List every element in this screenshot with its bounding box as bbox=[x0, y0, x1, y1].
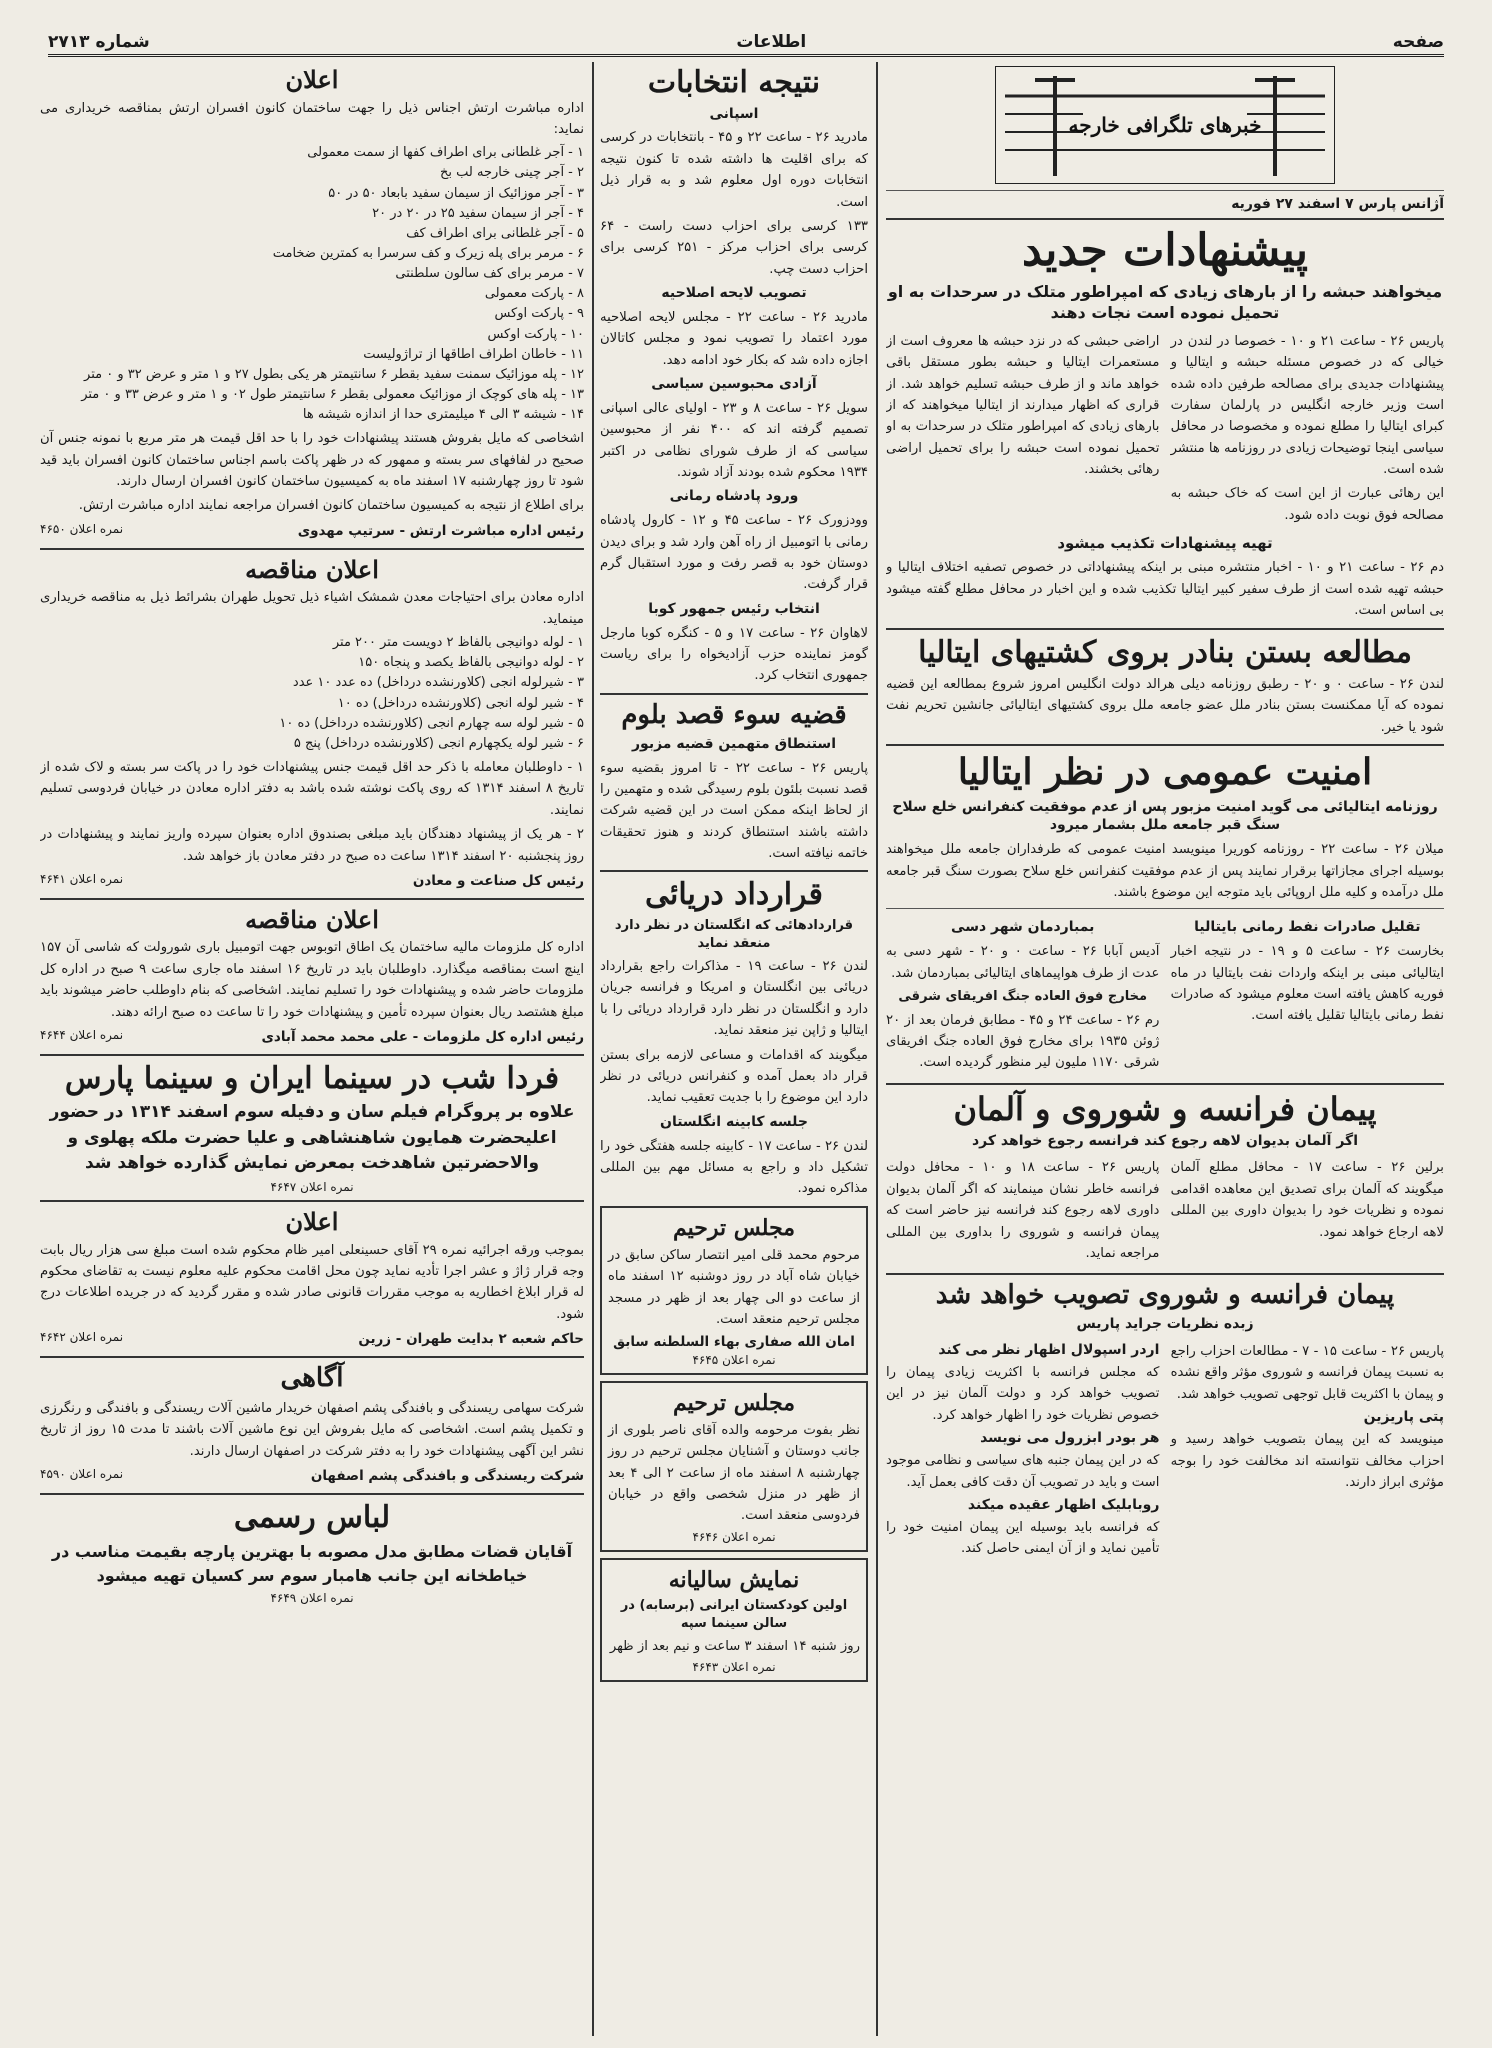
divider bbox=[40, 1054, 584, 1056]
notice-text: نظر بفوت مرحومه والده آقای ناصر بلوری از جانب دوستان و آشنایان مجلس ترحیم در روز چهارشنبه ۸ اسفند ماه از ساعت ۲ الی ۴ بعد از ظهر در منزل شخصی واقع در خیابان فردوسی منعقد است. bbox=[608, 1422, 861, 1524]
telegraph-pole-icon bbox=[995, 66, 1335, 184]
column-rule-left bbox=[592, 62, 594, 2036]
list-item: ۱۲ - پله موزائیک سمنت سفید بقطر ۶ سانتیمتر هر یکی بطول ۲۷ و ۱ متر و عرض ۳۲ و ۰ متر bbox=[84, 366, 584, 382]
article-text: لندن ۲۶ - ساعت ۱۹ - مذاکرات راجع بقرارداد دریائی بین انگلستان و امریکا و فرانسه جریان دارد و انگلستان در نظر دارد قرارداد دریائی را با ایتالیا و ژاپن نیز منعقد نماید. bbox=[600, 959, 868, 1039]
list-item: ۹ - پارکت اوکس bbox=[494, 306, 584, 322]
subheadline-reform-bill: تصویب لایحه اصلاحیه bbox=[661, 285, 807, 302]
list-item: ۱۰ - پارکت اوکس bbox=[487, 326, 584, 342]
ad-title: اعلان bbox=[285, 1206, 339, 1236]
article-text: دم ۲۶ - ساعت ۲۱ و ۱۰ - اخبار منتشره مبنی بر اینکه پیشنهاداتی در خصوص تصفیه اختلاف ایتالیا و حبشه تهیه شده است از طرف سفیر کبیر ایتالیا تکذیب شده و این اخبار در محافل مطلع گفته میشود بی اساس است. bbox=[886, 560, 1444, 619]
ad-number: نمره اعلان ۴۶۴۷ bbox=[270, 1179, 354, 1194]
divider bbox=[886, 744, 1444, 746]
ad-number: نمره اعلان ۴۵۹۰ bbox=[40, 1467, 124, 1482]
subheadline-pact: اگر آلمان بدیوان لاهه رجوع کند فرانسه رجوع خواهد کرد bbox=[972, 1132, 1358, 1149]
ad-text: آقایان قضات مطابق مدل مصوبه با بهترین پارچه بقیمت مناسب در خیاطخانه این جانب هامبار سوم سر کسیان تهیه میشود bbox=[51, 1541, 573, 1585]
cinema-ad-text: علاوه بر پروگرام فیلم سان و دفیله سوم اسفند ۱۳۱۴ در حضور اعلیحضرت همایون شاهنشاهی و علیا حضرت ملکه پهلوی و والاحضرتین شاهدخت بمعرض نمایش گذارده خواهد شد bbox=[49, 1102, 575, 1174]
divider bbox=[40, 898, 584, 900]
ad-text: اداره معادن برای احتیاجات معدن شمشک اشیاء ذیل تحویل طهران بشرائط ذیل به مناقصه خریداری مینماید. bbox=[40, 590, 584, 627]
list-item: ۱۴ - شیشه ۳ الی ۴ میلیمتری حدا از اندازه شیشه ها bbox=[302, 407, 584, 423]
notice-title: مجلس ترحیم bbox=[672, 1214, 796, 1241]
notice-text: مرحوم محمد قلی امیر انتصار ساکن سابق در خیابان شاه آباد در روز دوشنبه ۱۲ اسفند ماه از ساعت دو الی چهار بعد از ظهر در مسجد مجلس ترحیم منعقد است. bbox=[608, 1248, 860, 1328]
subheadline-denial: تهیه پیشنهادات تکذیب میشود bbox=[1057, 534, 1273, 553]
ad-item-list bbox=[40, 633, 584, 754]
article-text: که فرانسه باید بوسیله این پیمان امنیت خود را تأمین نماید و از آن ایمنی حاصل کند. bbox=[886, 1519, 1160, 1557]
press-body bbox=[886, 1338, 1444, 1563]
ad-number: نمره اعلان ۴۶۴۴ bbox=[40, 1027, 124, 1042]
subheadline-prisoners: آزادی محبوسین سیاسی bbox=[651, 376, 817, 393]
section-logo bbox=[886, 66, 1444, 184]
notice-text: روز شنبه ۱۴ اسفند ۳ ساعت و نیم بعد از ظهر bbox=[609, 1639, 860, 1655]
subheadline-security: روزنامه ایتالیائی می گوید امنیت مزبور پس از عدم موفقیت کنفرانس خلع سلاح سنگ قبر جامعه ملل بشمار میرود bbox=[892, 798, 1438, 834]
divider bbox=[886, 908, 1444, 909]
ad-signature: رئیس اداره مباشرت ارتش - سرتیپ مهدوی bbox=[297, 522, 584, 539]
subheadline-oil: تقلیل صادرات نفط رمانی بایتالیا bbox=[1194, 919, 1421, 936]
column-rule-right bbox=[876, 62, 878, 2036]
subheadline-dessie: بمباردمان شهر دسی bbox=[951, 919, 1095, 936]
article-text: مادرید ۲۶ - ساعت ۲۲ و ۴۵ - بانتخابات در کرسی که برای اقلیت ها داشته شده تا کنون نتیجه انتخابات دوره اول معلوم شد و به قرار ذیل است. bbox=[600, 130, 868, 210]
list-item: ۱ - آجر غلطانی برای اطراف کفها از سمت معمولی bbox=[307, 145, 584, 161]
ad-signature: شرکت ریسندگی و بافندگی پشم اصفهان bbox=[310, 1468, 584, 1485]
list-item: ۴ - شیر لوله انجی (کلاورنشده درداخل) ده ۱۰ bbox=[337, 695, 584, 711]
notice-signature: امان الله صفاری بهاء السلطنه سابق bbox=[613, 1333, 855, 1350]
list-item: ۱۳ - پله های کوچک از موزائیک معمولی بقطر ۶ سانتیمتر طول ۰۲ و ۱ متر و عرض ۳۳ و ۰ متر bbox=[81, 387, 584, 403]
article-text: ۱۳۳ کرسی برای احزاب دست راست - ۶۴ کرسی برای احزاب مرکز - ۲۵۱ کرسی برای احزاب دست چپ. bbox=[600, 218, 868, 277]
list-item: ۳ - شیرلوله انجی (کلاورنشده درداخل) ده عدد ۱۰ عدد bbox=[292, 675, 584, 691]
press-source: اردر اسپولال اظهار نظر می کند bbox=[938, 1342, 1160, 1359]
short-news-row bbox=[886, 914, 1444, 1076]
article-text: مینویسد که این پیمان بتصویب خواهد رسید و احزاب مخالف نتوانسته اند مخالفت خود را بوجه مؤثری ابراز دارند. bbox=[1170, 1432, 1444, 1490]
headline-elections: نتیجه انتخابات bbox=[647, 65, 821, 100]
divider bbox=[886, 1083, 1444, 1085]
ad-signature: رئیس اداره کل ملزومات - علی محمد محمد آبادی bbox=[261, 1028, 584, 1045]
proposals-body bbox=[886, 328, 1444, 529]
cinema-ad-title: فردا شب در سینما ایران و سینما پارس bbox=[64, 1060, 560, 1096]
headline-pact: پیمان فرانسه و شوروی و آلمان bbox=[953, 1089, 1377, 1128]
list-item: ۲ - آجر چینی خارجه لب بخ bbox=[439, 165, 584, 181]
notice-number: نمره اعلان ۴۶۴۳ bbox=[692, 1660, 776, 1675]
ad-title: لباس رسمی bbox=[233, 1500, 391, 1536]
column-world-news bbox=[600, 62, 868, 2036]
divider bbox=[40, 1200, 584, 1202]
article-text: لندن ۲۶ - ساعت ۱۷ - کابینه جلسه هفتگی خود را تشکیل داد و راجع به مسائل مهم بین المللی مذاکره نمود. bbox=[600, 1138, 868, 1197]
headline-pact-approval: پیمان فرانسه و شوروی تصویب خواهد شد bbox=[935, 1280, 1395, 1311]
issue-number: شماره ۲۷۱۳ bbox=[48, 32, 150, 52]
notice-title: مجلس ترحیم bbox=[672, 1389, 796, 1416]
mourning-notice-2 bbox=[600, 1381, 868, 1552]
ad-number: نمره اعلان ۴۶۴۹ bbox=[270, 1590, 354, 1605]
ad-text: اداره مباشرت ارتش اجناس ذیل را جهت ساختمان کانون افسران ارتش بمناقصه خریداری می نماید: bbox=[40, 100, 584, 137]
column-foreign-news bbox=[886, 62, 1444, 2036]
logo-text: خبرهای تلگرافی خارجه bbox=[1068, 113, 1262, 137]
ad-text: شرکت سهامی ریسندگی و بافندگی پشم اصفهان خریدار ماشین آلات ریسندگی و بافندگی و رنگرزی و تکمیل پشم است. اشخاصی که مایل بفروش این نوع ماشین آلات باشند تا مدت ۱۵ روز از تاریخ نشر این آگهی پیشنهادات خود را به دفتر شرکت در اصفهان ارسال دارند. bbox=[40, 1400, 584, 1459]
article-text: لندن ۲۶ - ساعت ۰ و ۲۰ - رطبق روزنامه دیلی هرالد دولت انگلیس امروز شروع بمطالعه این قضیه نموده که آیا ممکنست بستن بنادر ملل عضو جامعه ملل بروی کشتیهای ایتالیائی جانشین تحریم نفت شود یا خیر. bbox=[886, 677, 1444, 735]
divider bbox=[886, 1273, 1444, 1275]
ad-text: برای اطلاع از نتیجه به کمیسیون ساختمان کانون افسران مراجعه نمایند اداره مباشرت ارتش. bbox=[78, 498, 584, 514]
press-source: هر بودر ابزرول می نویسد bbox=[980, 1430, 1160, 1447]
article-text: برلین ۲۶ - ساعت ۱۷ - محافل مطلع آلمان میگویند که آلمان برای تصدیق این معاهده اقدامی نموده و نظریات خود را بدیوان داوری بین المللی لاهه ارجاع خواهد نمود. bbox=[1170, 1160, 1444, 1240]
article-text: پاریس ۲۶ - ساعت ۱۸ و ۱۰ - محافل دولت فرانسه خاطر نشان مینمایند که اگر آلمان بدیوان داوری لاهه رجوع کند فرانسه نیز حاضر است که پیمان فرانسه و شوروی را بداوری بین المللی مراجعه نماید. bbox=[886, 1160, 1160, 1261]
press-source: روبابلیک اظهار عقیده میکند bbox=[967, 1496, 1160, 1513]
ad-number: نمره اعلان ۴۶۴۲ bbox=[40, 1330, 124, 1345]
headline-naval-treaty: قرارداد دریائی bbox=[645, 877, 823, 913]
subheadline-cabinet: جلسه کابینه انگلستان bbox=[660, 1113, 808, 1130]
ad-text: ۱ - داوطلبان معامله با ذکر حد اقل قیمت جنس پیشنهادات خود را در پاکت سر بسته و لاک شده از تاریخ ۸ اسفند ۱۳۱۴ که روی پاکت نوشته شده باشد به دفتر اداره معادن در خیابان فردوسی تسلیم نمایند. bbox=[40, 760, 584, 818]
ad-item-list bbox=[40, 143, 584, 425]
list-item: ۸ - پارکت معمولی bbox=[484, 286, 584, 302]
list-item: ۲ - لوله دوانیجی بالفاظ یکصد و پنجاه ۱۵۰ bbox=[358, 655, 584, 671]
article-text: میلان ۲۶ - ساعت ۲۲ - روزنامه کوریرا مینویسد امنیت عمومی که طرفداران جامعه ملل میخواهند بوسیله اجرای مجازاتها برقرار نمایند پس از عدم موفقیت کنفرانس خلع سلاح بصورت سنگ قبر جامعه ملل درآمده و کلیه ملل اروپائی باید متوجه این موضوع باشند. bbox=[886, 842, 1444, 901]
ad-signature: رئیس کل صناعت و معادن bbox=[412, 872, 584, 889]
divider bbox=[600, 870, 868, 872]
subheadline-new-proposals: میخواهند حبشه را از بارهای زیادی که امپراطور متلک در سرحدات به او تحمیل نموده است نجات دهند bbox=[887, 281, 1443, 323]
ad-title: اعلان مناقصه bbox=[245, 904, 379, 934]
notice-title: نمایش سالیانه bbox=[668, 1566, 800, 1593]
ad-signature: حاکم شعبه ۲ بدایت طهران - زرین bbox=[358, 1331, 584, 1348]
article-text: رم ۲۶ - ساعت ۲۴ و ۴۵ - مطابق فرمان بعد از ۲۰ ژوئن ۱۹۳۵ برای مخارج فوق العاده جنگ افریقای شرقی ۱۱۷۰ ملیون لیر منظور گردیده است. bbox=[886, 1012, 1160, 1071]
notice-subtitle: اولین کودکستان ایرانی (برسابه) در سالن سینما سپه bbox=[620, 1597, 848, 1631]
subheadline-king: ورود پادشاه رمانی bbox=[669, 488, 799, 505]
list-item: ۶ - شیر لوله یکچهارم انجی (کلاورنشده درداخل) پنج ۵ bbox=[293, 735, 584, 751]
masthead bbox=[48, 30, 1444, 57]
list-item: ۴ - آجر از سیمان سفید ۲۵ در ۲۰ در ۲۰ bbox=[372, 205, 584, 221]
paper-name: اطلاعات bbox=[736, 32, 807, 52]
notice-number: نمره اعلان ۴۶۴۶ bbox=[692, 1529, 776, 1544]
subheadline-press: زبده نظریات جراید پاریس bbox=[1076, 1316, 1254, 1333]
divider bbox=[600, 693, 868, 695]
divider bbox=[40, 1356, 584, 1358]
pact-body bbox=[886, 1154, 1444, 1267]
ad-footer bbox=[40, 870, 584, 892]
article-text: میگویند که اقدامات و مساعی لازمه برای بستن قرار داد بعمل آمده و کنفرانس دریائی در نظر دارد این موضوع را با جدیت تعقیب نماید. bbox=[600, 1047, 868, 1106]
subheadline-war-costs: مخارج فوق العاده جنگ افریقای شرقی bbox=[898, 989, 1147, 1005]
notice-number: نمره اعلان ۴۶۴۵ bbox=[692, 1352, 776, 1367]
column-announcements bbox=[40, 62, 584, 2036]
ad-text: بموجب ورقه اجرائیه نمره ۲۹ آقای حسینعلی امیر ظام محکوم شده است مبلغ سی هزار ریال بابت وجه قرار ژاژ و عشر اجرا تأدیه نماید چون محل اقامت محکوم علیه معلوم نیست به تقاضای محکوم له قرار ابلاغ اخطاریه به موجب مقررات قانونی صادر شده و مقرر گردید که در جریده اطلاعات درج شود. bbox=[40, 1242, 584, 1322]
list-item: ۵ - شیر لوله سه چهارم انجی (کلاورنشده درداخل) ده ۱۰ bbox=[279, 715, 584, 731]
headline-new-proposals: پیشنهادات جدید bbox=[1022, 225, 1308, 276]
list-item: ۵ - آجر غلطانی برای اطراف کف bbox=[406, 225, 584, 241]
ad-number: نمره اعلان ۴۶۴۱ bbox=[40, 871, 124, 886]
article-text: وودزورک ۲۶ - ساعت ۴۵ و ۱۲ - کارول پادشاه رمانی با اتومبیل از راه آهن وارد شد و برای دیدن دوستان خود به قصر رفت و مورد استقبال گرم قرار گرفت. bbox=[600, 513, 868, 593]
list-item: ۱ - لوله دوانیجی بالفاظ ۲ دویست متر ۲۰۰ متر bbox=[332, 635, 584, 651]
ad-text: اشخاصی که مایل بفروش هستند پیشنهادات خود را با حد اقل قیمت هر متر مربع با نمونه جنس آن صحیح در لفافهای سر بسته و ممهور که در ظهر پاکت باسم اجناس ساختمان کانون افسران باید قید شود تا روز چهارشنبه ۱۷ اسفند ماه به کمیسیون ساختمان کانون افسران ارسال دارند. bbox=[40, 431, 584, 490]
headline-blum: قضیه سوء قصد بلوم bbox=[621, 699, 847, 730]
article-text: آدیس آبابا ۲۶ - ساعت ۰ و ۲۰ - شهر دسی به عدت از طرف هواپیماهای ایتالیائی بمباردمان شد. bbox=[886, 944, 1160, 981]
divider bbox=[886, 190, 1444, 191]
list-item: ۳ - آجر موزائیک از سیمان سفید بابعاد ۵۰ در ۵۰ bbox=[328, 185, 584, 201]
ad-title: آگاهی bbox=[280, 1363, 344, 1394]
article-text: سویل ۲۶ - ساعت ۸ و ۲۳ - اولیای عالی اسپانی تصمیم گرفته اند که ۴۰۰ نفر از محبوسین سیاسی که از طرف شورای نظامی در اکتبر ۱۹۳۴ محکوم شده بودند آزاد شوند. bbox=[600, 400, 868, 481]
press-source: پتی پاریزین bbox=[1363, 1409, 1444, 1426]
article-text: پاریس ۲۶ - ساعت ۲۲ - تا امروز بقضیه سوء قصد نسبت بلئون بلوم رسیدگی شده و متهمین را از لحاظ اینکه ممکن است در این قضیه شرکت داشته باشند استنطاق کردند و هنوز تحقیقات خاتمه نیافته است. bbox=[600, 760, 868, 862]
article-text: لاهاوان ۲۶ - ساعت ۱۷ و ۵ - کنگره کوبا مارجل گومز نماینده حزب آزادیخواه را برای ریاست جمهوری انتخاب کرد. bbox=[600, 625, 868, 684]
ad-footer bbox=[40, 520, 584, 542]
mourning-notice-1 bbox=[600, 1206, 868, 1375]
divider bbox=[886, 628, 1444, 630]
ad-footer bbox=[40, 1465, 584, 1487]
annual-show-notice bbox=[600, 1558, 868, 1683]
subheadline-cuba: انتخاب رئیس جمهور کوبا bbox=[648, 600, 820, 617]
article-text: که مجلس فرانسه با اکثریت زیادی پیمان را تصویب خواهد کرد و دولت آلمان نیز در این خصوص نظریات خود را اظهار خواهد کرد. bbox=[886, 1365, 1160, 1423]
agency-line: آژانس پارس ۷ اسفند ۲۷ فوریه bbox=[1231, 196, 1444, 212]
divider bbox=[40, 548, 584, 550]
article-text: اراضی حبشی که در نزد حبشه ها معروف است از مستعمرات ایتالیا و حبشه بطور مستقل باقی خواهد ماند و از طرف حبشه تسلیم خواهد شد. از قراری که اظهار میدارند از ایتالیا میخواهند که از بارهای زیادی که امپراطور متلک در سرحدات به او تحمیل نموده است حبشه را برای تحمیل اراضی رهائی بخشند. bbox=[886, 333, 1160, 478]
divider bbox=[40, 1493, 584, 1495]
list-item: ۶ - مرمر برای پله زیرک و کف سرسرا به کمترین ضخامت bbox=[272, 246, 584, 262]
subheadline-naval-treaty: قراردادهائی که انگلستان در نظر دارد منعقد نماید bbox=[614, 917, 854, 951]
subheadline-spain: اسپانی bbox=[709, 105, 759, 122]
list-item: ۷ - مرمر برای کف سالون سلطنتی bbox=[395, 266, 584, 282]
ad-title: اعلان مناقصه bbox=[245, 554, 379, 584]
article-text: پاریس ۲۶ - ساعت ۲۱ و ۱۰ - خصوصا در لندن در خیالی که در خصوص مسئله حبشه و ایتالیا و پیشنهادات جدیدی برای مصالحه طرفین داده شده است وزیر خارجه انگلیس در پارلمان سفارت کبرای ایتالیا را مطلع نموده و مخصوصا در محافل سیاسی اینجا توضیحات زیادی در روزنامه ها منتشر شده است. bbox=[1170, 333, 1444, 478]
page-label: صفحه bbox=[1392, 32, 1444, 52]
article-text: پاریس ۲۶ - ساعت ۱۵ - ۷ - مطالعات احزاب راجع به نسبت پیمان فرانسه و شوروی مؤثر واقع نشده و پیمان با اکثریت قابل توجهی تصویب خواهد شد. bbox=[1170, 1344, 1444, 1402]
ad-text: ۲ - هر یک از پیشنهاد دهندگان باید مبلغی بصندوق اداره بعنوان سپرده واریز نمایند و پیشنهادات در روز پنجشنبه ۲۰ اسفند ۱۳۱۴ ساعت ده صبح در دفتر معادن باز خواهد شد. bbox=[40, 827, 584, 864]
headline-security: امنیت عمومی در نظر ایتالیا bbox=[957, 751, 1373, 794]
article-text: بخارست ۲۶ - ساعت ۵ و ۱۹ - در نتیجه اخبار ایتالیائی مبنی بر اینکه واردات نفت بایتالیا در ماه فوریه کاهش یافته است معلوم میشود که صادرات نفط رمانی بایتالیا تقلیل یافته است. bbox=[1170, 944, 1444, 1024]
article-text: این رهائی عبارت از این است که خاک حبشه به مصالحه فوق نوبت داده شود. bbox=[1170, 486, 1444, 523]
divider bbox=[886, 218, 1444, 220]
article-text: که در این پیمان جنبه های سیاسی و نظامی موجود است و باید در تصویب آن دقت کافی بعمل آید. bbox=[886, 1453, 1160, 1490]
ad-number: نمره اعلان ۴۶۵۰ bbox=[40, 521, 124, 536]
ad-footer bbox=[40, 1026, 584, 1048]
list-item: ۱۱ - خاطان اطراف اطاقها از تراژولیست bbox=[363, 346, 584, 362]
ad-footer bbox=[40, 1328, 584, 1350]
article-text: مادرید ۲۶ - ساعت ۲۲ - مجلس لایحه اصلاحیه مورد اعتماد را تصویب نمود و مجلس کاتالان اجازه داده شد که بکار خود ادامه دهد. bbox=[600, 309, 868, 368]
subheadline-blum: استنطاق متهمین قضیه مزبور bbox=[632, 735, 836, 752]
ad-title: اعلان bbox=[285, 65, 339, 94]
ad-text: اداره کل ملزومات مالیه ساختمان یک اطاق اتوبوس جهت اتومبیل باری شورولت که شاسی آن ۱۵۷ اینچ است بمناقصه میگذارد. داوطلبان باید در تاریخ ۱۶ اسفند ماه جاری ساعت ۹ صبح در اداره کل ملزومات حاضر شده و پیشنهادات خود را تسلیم نمایند. اشخاصی که بنام داوطلب حاضر میشوند باید مبلغ هشتصد ریال بعنوان سپرده تأمین و پیشنهادات خود را تا ساعت ده صبح ارائه دهند. bbox=[40, 940, 584, 1020]
headline-ports: مطالعه بستن بنادر بروی کشتیهای ایتالیا bbox=[918, 634, 1412, 670]
